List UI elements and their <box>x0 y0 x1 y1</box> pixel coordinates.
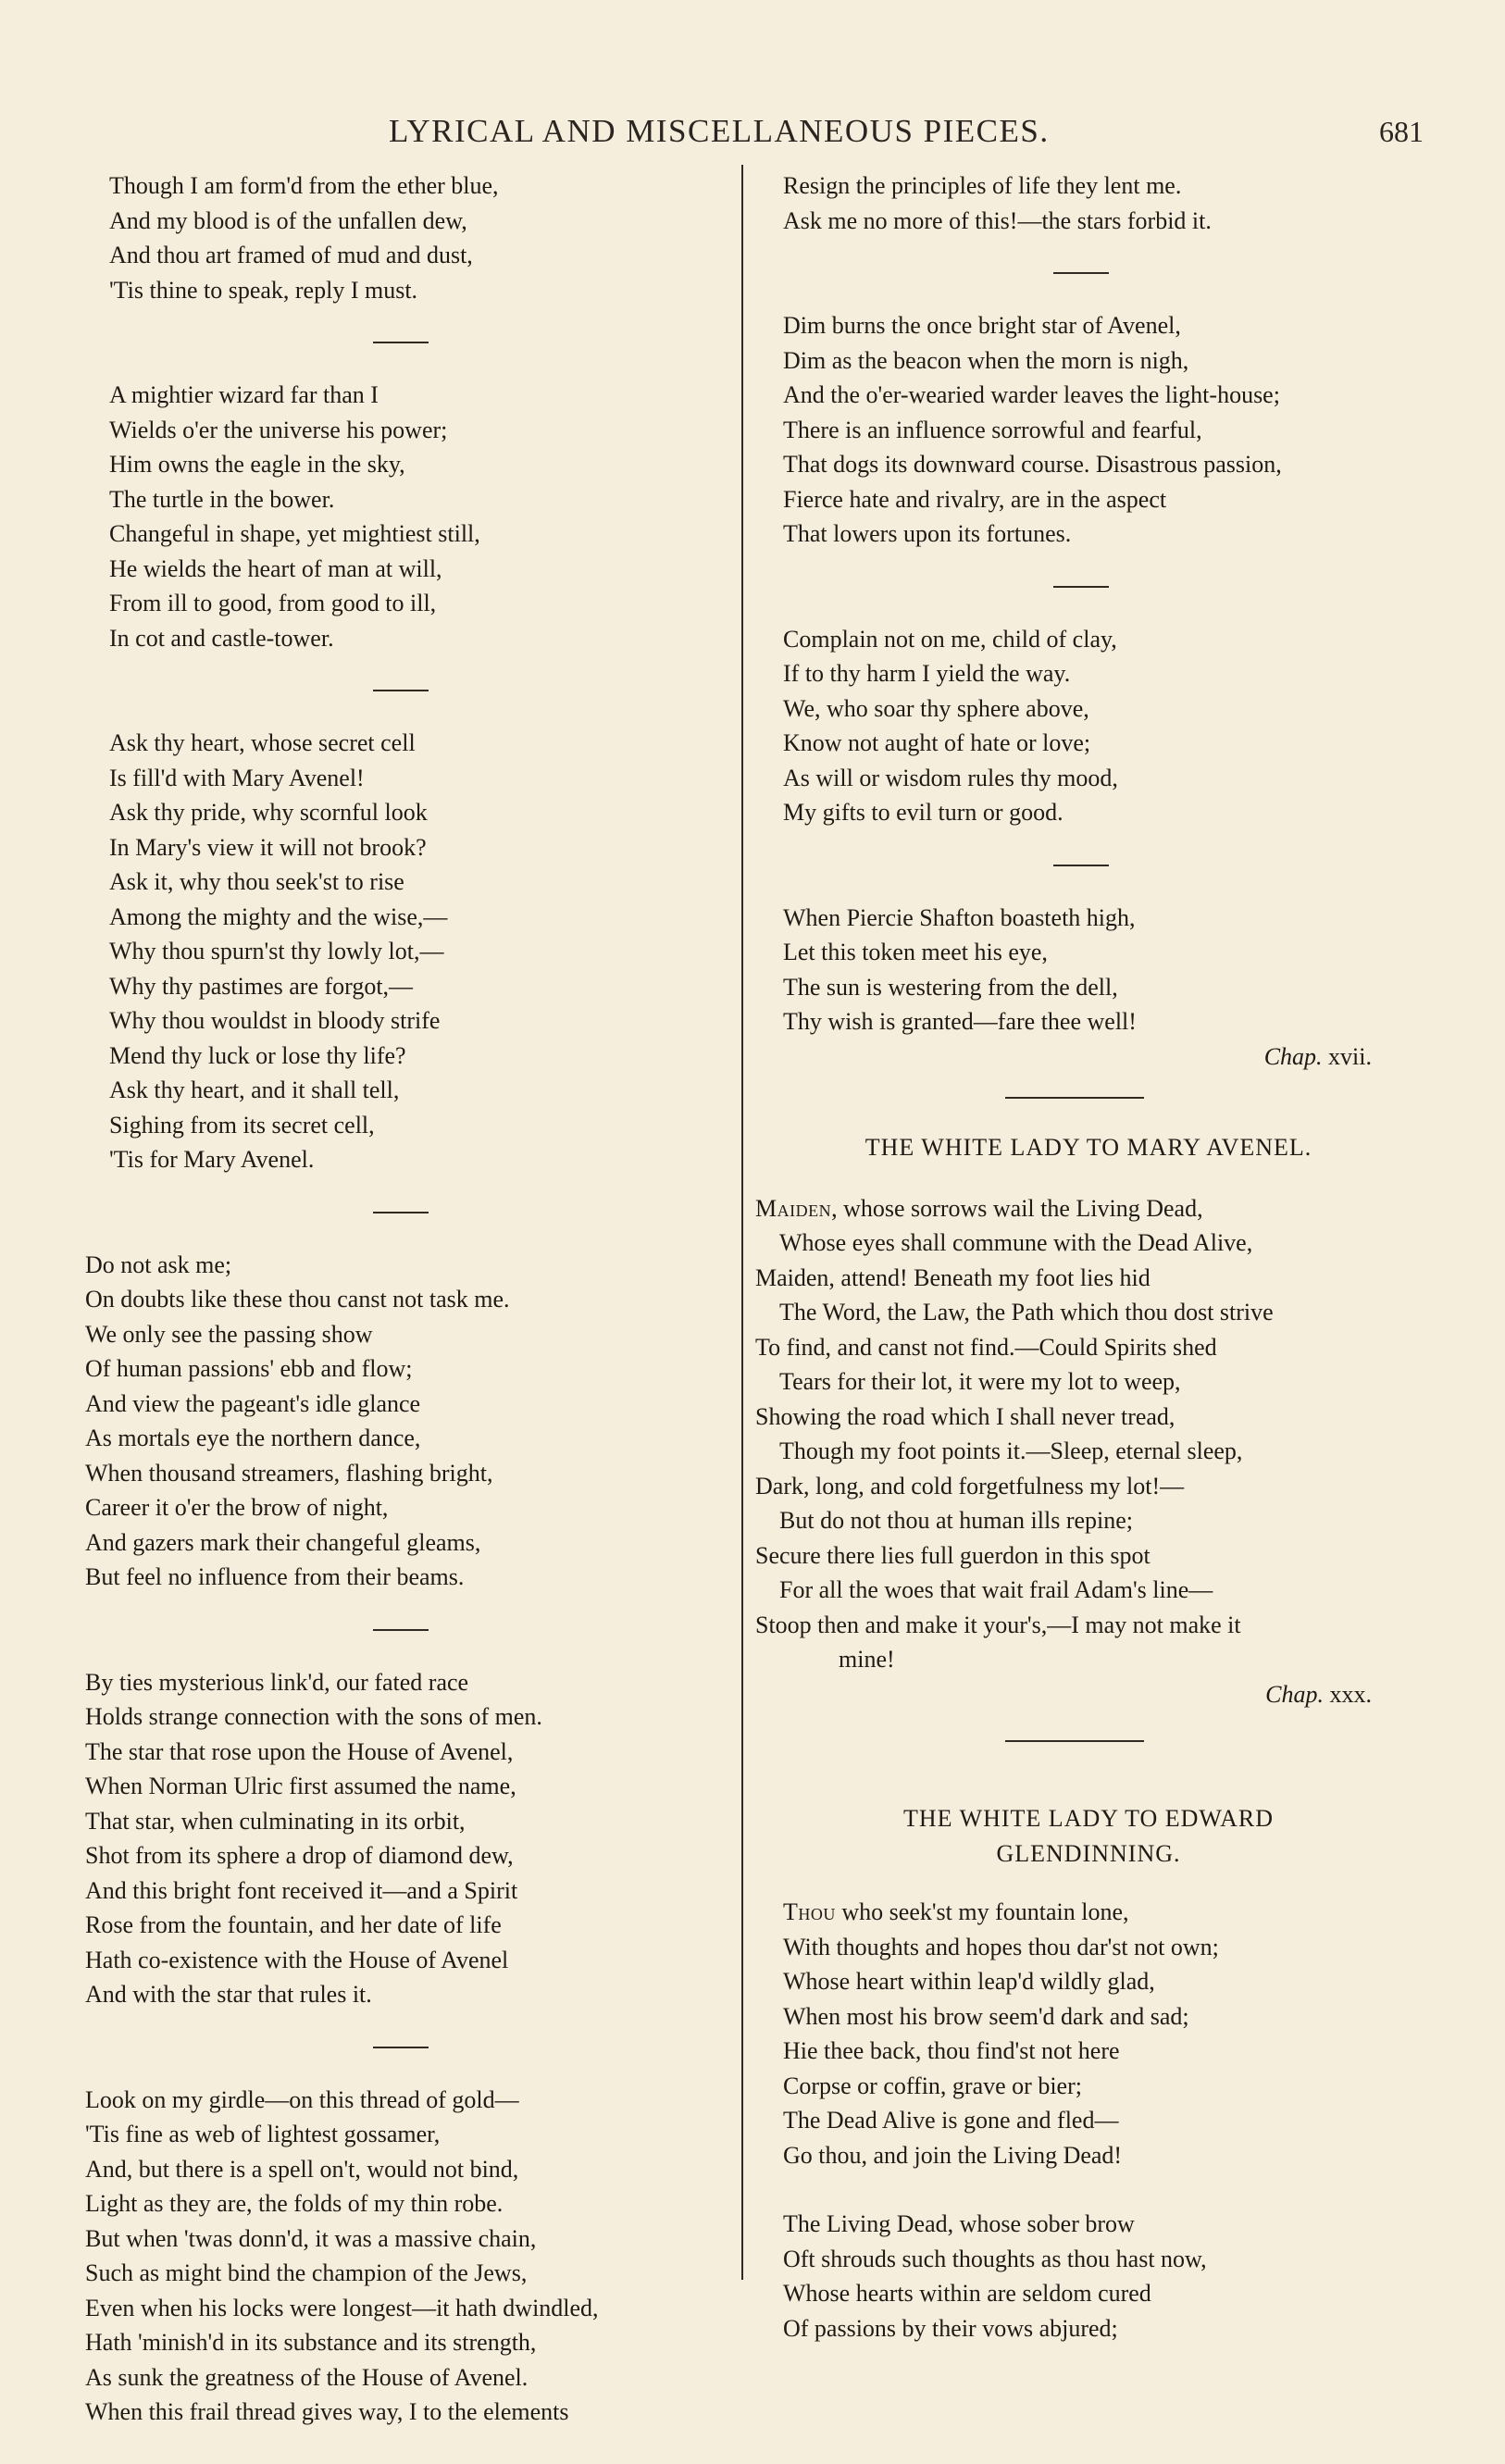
verse-rest: , whose sorrows wail the Living Dead, <box>831 1194 1203 1222</box>
verse-line: When Norman Ulric first assumed the name, <box>85 1773 516 1799</box>
verse-line: Though my foot points it.—Sleep, eternal sleep, <box>779 1437 1243 1464</box>
verse-line-first <box>755 1191 1403 1226</box>
poem-title-line: GLENDINNING. <box>996 1839 1181 1867</box>
right-column <box>755 168 1403 2380</box>
drop-word: Thou <box>783 1898 836 1925</box>
verse-line: A mightier wizard far than I <box>109 381 379 408</box>
verse-line: And this bright font received it—and a Spirit <box>85 1876 518 1904</box>
verse-line: When Piercie Shafton boasteth high, <box>783 903 1136 931</box>
verse-line: The sun is westering from the dell, <box>783 973 1118 1001</box>
verse-line: Career it o'er the brow of night, <box>85 1494 389 1521</box>
stanza <box>783 1895 1403 2172</box>
verse-line: That star, when culminating in its orbit, <box>85 1807 466 1835</box>
verse-line: Changeful in shape, yet mightiest still, <box>109 520 480 547</box>
verse-line: As sunk the greatness of the House of Avenel. <box>85 2363 529 2391</box>
verse-line: Ask thy heart, and it shall tell, <box>109 1076 400 1103</box>
stanza-separator <box>373 1212 429 1213</box>
verse-line: Wields o'er the universe his power; <box>109 416 448 443</box>
verse-line: Shot from its sphere a drop of diamond dew, <box>85 1842 514 1869</box>
verse-line: The star that rose upon the House of Avenel, <box>85 1737 514 1765</box>
verse-line: Corpse or coffin, grave or bier; <box>783 2072 1082 2099</box>
verse-line: There is an influence sorrowful and fearful, <box>783 416 1202 443</box>
verse-line: Why thou spurn'st thy lowly lot,— <box>109 938 444 964</box>
running-head: LYRICAL AND MISCELLANEOUS PIECES. <box>389 113 1050 149</box>
verse-line: Why thou wouldst in bloody strife <box>109 1007 441 1034</box>
verse-line: Know not aught of hate or love; <box>783 729 1091 756</box>
stanza-separator <box>373 342 429 343</box>
verse-line: As will or wisdom rules thy mood, <box>783 764 1118 791</box>
verse-line: Ask thy heart, whose secret cell <box>109 729 416 756</box>
verse-line: Though I am form'd from the ether blue, <box>109 172 499 199</box>
section-rule <box>1005 1740 1144 1742</box>
verse-line: The Word, the Law, the Path which thou dost strive <box>779 1299 1274 1325</box>
verse-line: Among the mighty and the wise,— <box>109 902 448 930</box>
verse-line: Complain not on me, child of clay, <box>783 625 1117 653</box>
verse-line: The Dead Alive is gone and fled— <box>783 2107 1119 2134</box>
poem-title <box>755 1801 1403 1871</box>
verse-line: 'Tis for Mary Avenel. <box>109 1146 315 1173</box>
verse-line: We, who soar thy sphere above, <box>783 694 1089 722</box>
verse-line: And with the star that rules it. <box>85 1981 372 2008</box>
verse-line: And, but there is a spell on't, would not bind, <box>85 2155 519 2183</box>
verse-line: And my blood is of the unfallen dew, <box>109 206 467 234</box>
stanza-separator <box>373 1629 429 1631</box>
verse-line: Maiden, attend! Beneath my foot lies hid <box>755 1263 1151 1291</box>
verse-line: In cot and castle-tower. <box>109 624 334 652</box>
chap-number: xvii. <box>1328 1042 1372 1070</box>
page-header <box>0 113 1505 159</box>
chapter-reference <box>755 1677 1403 1712</box>
verse-line: Whose hearts within are seldom cured <box>783 2280 1151 2307</box>
stanza <box>85 1248 739 1595</box>
verse-line: And the o'er-wearied warder leaves the light-house; <box>783 381 1280 408</box>
verse-line: When most his brow seem'd dark and sad; <box>783 2002 1189 2030</box>
verse-line: Whose heart within leap'd wildly glad, <box>783 1968 1155 1995</box>
drop-word: Maiden <box>755 1194 832 1222</box>
stanza-separator <box>1053 586 1109 588</box>
verse-line: Him owns the eagle in the sky, <box>109 451 405 478</box>
verse-line: Oft shrouds such thoughts as thou hast now, <box>783 2245 1207 2272</box>
verse-line: Secure there lies full guerdon in this spot <box>755 1541 1151 1569</box>
verse-line: Holds strange connection with the sons of men. <box>85 1703 542 1730</box>
chap-label: Chap. <box>1263 1042 1323 1070</box>
page-number: 681 <box>1379 115 1424 148</box>
verse-line: When this frail thread gives way, I to the elements <box>85 2398 569 2425</box>
verse-line: That dogs its downward course. Disastrous passion, <box>783 451 1282 478</box>
verse-line: Stoop then and make it your's,—I may not make it <box>755 1611 1241 1638</box>
verse-line: Showing the road which I shall never tread, <box>755 1402 1175 1430</box>
stanza <box>109 726 739 1177</box>
verse-line: If to thy harm I yield the way. <box>783 660 1071 687</box>
verse-line: Hath 'minish'd in its substance and its strength, <box>85 2329 537 2356</box>
verse-line: Is fill'd with Mary Avenel! <box>109 764 365 791</box>
stanza <box>85 1665 739 2012</box>
stanza <box>755 1191 1403 1677</box>
verse-line: Fierce hate and rivalry, are in the aspect <box>783 485 1167 513</box>
verse-line: By ties mysterious link'd, our fated race <box>85 1668 469 1696</box>
verse-line: Such as might bind the champion of the Jews, <box>85 2259 528 2286</box>
verse-line: Thy wish is granted—fare thee well! <box>783 1008 1137 1035</box>
verse-line: Do not ask me; <box>85 1251 232 1278</box>
verse-line: Rose from the fountain, and her date of life <box>85 1911 502 1938</box>
verse-line: Even when his locks were longest—it hath dwindled, <box>85 2294 599 2321</box>
verse-line: But feel no influence from their beams. <box>85 1563 465 1590</box>
verse-line: Mend thy luck or lose thy life? <box>109 1041 406 1069</box>
stanza <box>783 622 1403 830</box>
verse-line: Whose eyes shall commune with the Dead Alive, <box>779 1229 1253 1256</box>
verse-line: Hie thee back, thou find'st not here <box>783 2037 1120 2064</box>
verse-line: Resign the principles of life they lent me. <box>783 172 1182 199</box>
verse-line: But do not thou at human ills repine; <box>779 1507 1134 1534</box>
verse-line: From ill to good, from good to ill, <box>109 590 437 616</box>
verse-line: As mortals eye the northern dance, <box>85 1425 421 1451</box>
verse-line: In Mary's view it will not brook? <box>109 833 427 861</box>
stanza <box>109 168 739 307</box>
verse-line: But when 'twas donn'd, it was a massive chain, <box>85 2224 537 2252</box>
verse-line: Dim burns the once bright star of Avenel, <box>783 312 1181 339</box>
stanza <box>783 168 1403 238</box>
verse-line: Dark, long, and cold forgetfulness my lot!— <box>755 1472 1185 1500</box>
verse-line: Look on my girdle—on this thread of gold— <box>85 2085 519 2113</box>
verse-line: Tears for their lot, it were my lot to weep, <box>779 1368 1181 1395</box>
verse-line: Ask thy pride, why scornful look <box>109 799 428 826</box>
stanza <box>783 308 1403 552</box>
verse-line-first <box>783 1895 1403 1930</box>
verse-line: Hath co-existence with the House of Avenel <box>85 1946 509 1973</box>
verse-line: We only see the passing show <box>85 1320 373 1348</box>
verse-line: mine! <box>839 1646 895 1673</box>
chapter-reference <box>755 1039 1403 1075</box>
verse-line: That lowers upon its fortunes. <box>783 520 1072 547</box>
stanza <box>783 2207 1403 2346</box>
verse-line: Let this token meet his eye, <box>783 939 1048 965</box>
verse-line: The Living Dead, whose sober brow <box>783 2210 1135 2237</box>
verse-line: My gifts to evil turn or good. <box>783 799 1063 826</box>
column-divider <box>741 165 743 2280</box>
verse-line: Ask me no more of this!—the stars forbid it. <box>783 206 1212 234</box>
stanza <box>85 2083 739 2430</box>
verse-line: And gazers mark their changeful gleams, <box>85 1528 481 1556</box>
poem-title-line: THE WHITE LADY TO EDWARD <box>903 1805 1274 1832</box>
verse-line: He wields the heart of man at will, <box>109 554 442 582</box>
verse-line: To find, and canst not find.—Could Spirits shed <box>755 1333 1217 1361</box>
stanza-separator <box>1053 865 1109 866</box>
verse-line: When thousand streamers, flashing bright, <box>85 1459 493 1487</box>
poem-title: THE WHITE LADY TO MARY AVENEL. <box>864 1134 1312 1161</box>
verse-line: Go thou, and join the Living Dead! <box>783 2141 1123 2169</box>
stanza <box>109 378 739 655</box>
verse-line: And view the pageant's idle glance <box>85 1389 421 1417</box>
verse-line: Why thy pastimes are forgot,— <box>109 972 414 1000</box>
left-column <box>85 168 739 2464</box>
chap-number: xxx. <box>1329 1680 1372 1708</box>
verse-line: Dim as the beacon when the morn is nigh, <box>783 346 1189 374</box>
chap-label: Chap. <box>1265 1680 1324 1708</box>
verse-line: 'Tis thine to speak, reply I must. <box>109 276 418 304</box>
verse-rest: who seek'st my fountain lone, <box>835 1898 1129 1925</box>
verse-line: And thou art framed of mud and dust, <box>109 242 473 268</box>
verse-line: On doubts like these thou canst not task me. <box>85 1286 510 1313</box>
stanza <box>783 901 1403 1039</box>
verse-line: With thoughts and hopes thou dar'st not own; <box>783 1933 1219 1960</box>
stanza-separator <box>373 2047 429 2048</box>
verse-line: 'Tis fine as web of lightest gossamer, <box>85 2121 441 2147</box>
verse-line: Sighing from its secret cell, <box>109 1111 375 1139</box>
verse-line: Ask it, why thou seek'st to rise <box>109 868 404 895</box>
verse-line: For all the woes that wait frail Adam's line— <box>779 1576 1213 1603</box>
stanza-separator <box>373 690 429 691</box>
stanza-separator <box>1053 272 1109 274</box>
verse-line: Light as they are, the folds of my thin robe. <box>85 2190 504 2217</box>
verse-line: Of human passions' ebb and flow; <box>85 1355 413 1382</box>
verse-line: Of passions by their vows abjured; <box>783 2314 1118 2342</box>
verse-line: The turtle in the bower. <box>109 485 335 513</box>
section-rule <box>1005 1097 1144 1099</box>
